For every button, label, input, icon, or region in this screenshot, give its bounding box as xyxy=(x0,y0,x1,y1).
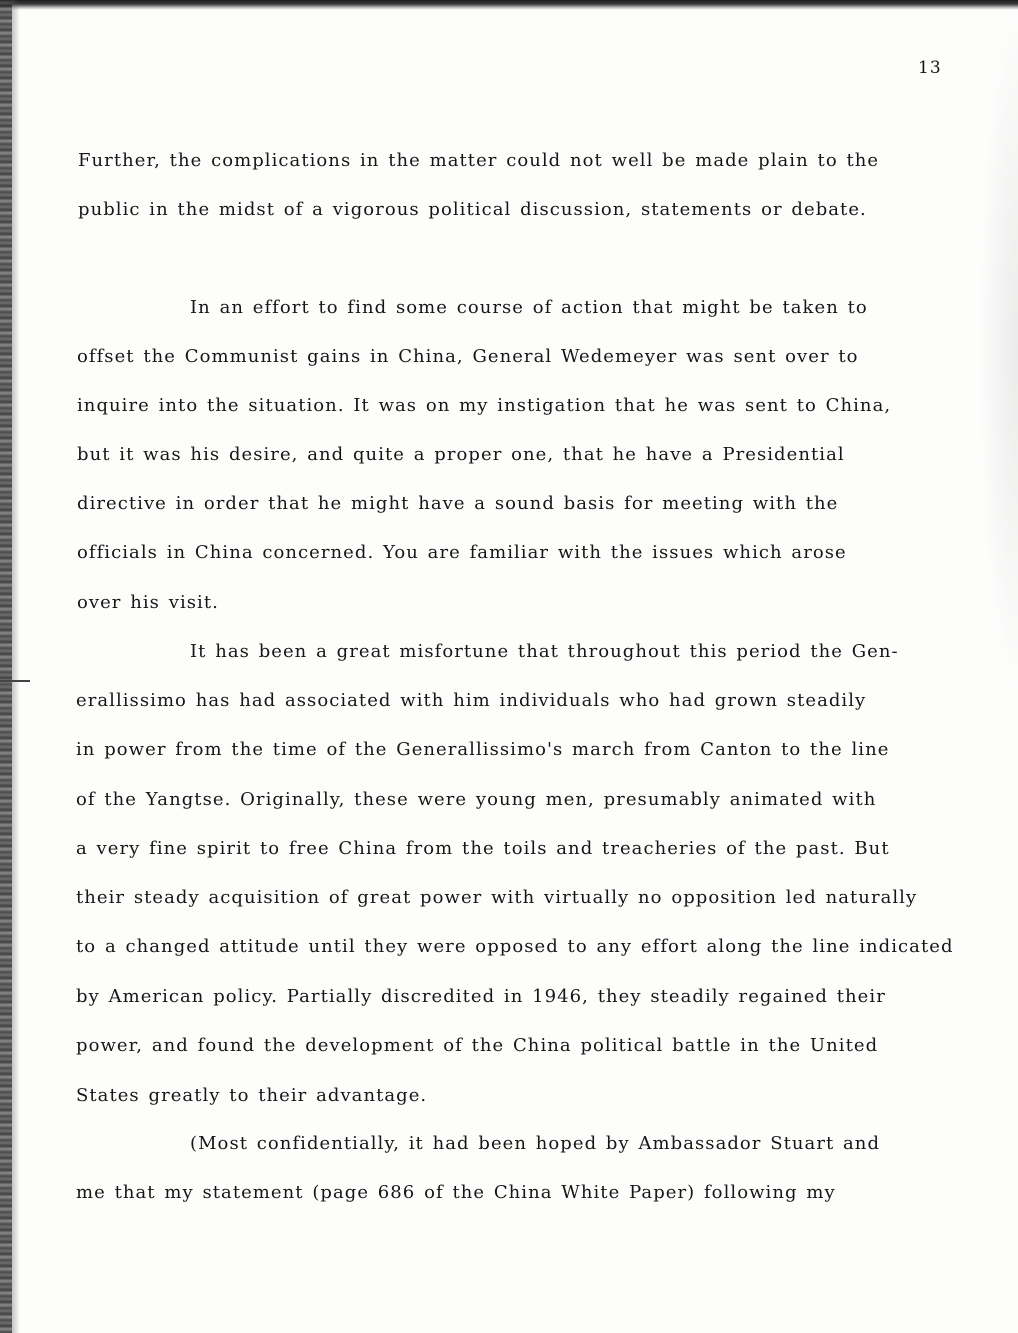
text-line: by American policy. Partially discredited in 1946, they steadily regained their xyxy=(76,986,886,1007)
page-number: 13 xyxy=(918,58,942,78)
text-line: In an effort to find some course of action that might be taken to xyxy=(190,297,868,318)
text-line: States greatly to their advantage. xyxy=(76,1085,428,1106)
text-line: officials in China concerned. You are familiar with the issues which arose xyxy=(77,542,847,563)
text-line: inquire into the situation. It was on my instigation that he was sent to China, xyxy=(77,395,892,416)
scan-edge-left xyxy=(0,0,12,1333)
text-line: but it was his desire, and quite a proper one, that he have a Presidential xyxy=(77,444,845,465)
text-line: erallissimo has had associated with him individuals who had grown steadily xyxy=(76,690,867,711)
text-line: in power from the time of the Generallissimo's march from Canton to the line xyxy=(76,739,890,760)
text-line: offset the Communist gains in China, General Wedemeyer was sent over to xyxy=(77,346,859,367)
text-line: their steady acquisition of great power with virtually no opposition led naturally xyxy=(76,887,918,908)
text-line: power, and found the development of the China political battle in the United xyxy=(76,1035,879,1056)
text-line: of the Yangtse. Originally, these were young men, presumably animated with xyxy=(76,789,877,810)
scan-edge-top xyxy=(0,0,1018,10)
text-line: a very fine spirit to free China from the toils and treacheries of the past. But xyxy=(76,838,890,859)
text-line: to a changed attitude until they were opposed to any effort along the line indicated xyxy=(76,936,954,957)
text-line: over his visit. xyxy=(77,592,219,613)
text-line: Further, the complications in the matter could not well be made plain to the xyxy=(78,150,880,171)
text-line: (Most confidentially, it had been hoped by Ambassador Stuart and xyxy=(190,1133,881,1154)
text-line: public in the midst of a vigorous political discussion, statements or debate. xyxy=(78,199,867,220)
text-line: me that my statement (page 686 of the China White Paper) following my xyxy=(76,1182,836,1203)
scan-edge-left-shadow xyxy=(12,0,20,1333)
text-line: directive in order that he might have a sound basis for meeting with the xyxy=(77,493,839,514)
margin-mark xyxy=(0,680,30,682)
text-line: It has been a great misfortune that throughout this period the Gen- xyxy=(190,641,899,662)
scan-edge-right-shadow xyxy=(978,0,1018,700)
